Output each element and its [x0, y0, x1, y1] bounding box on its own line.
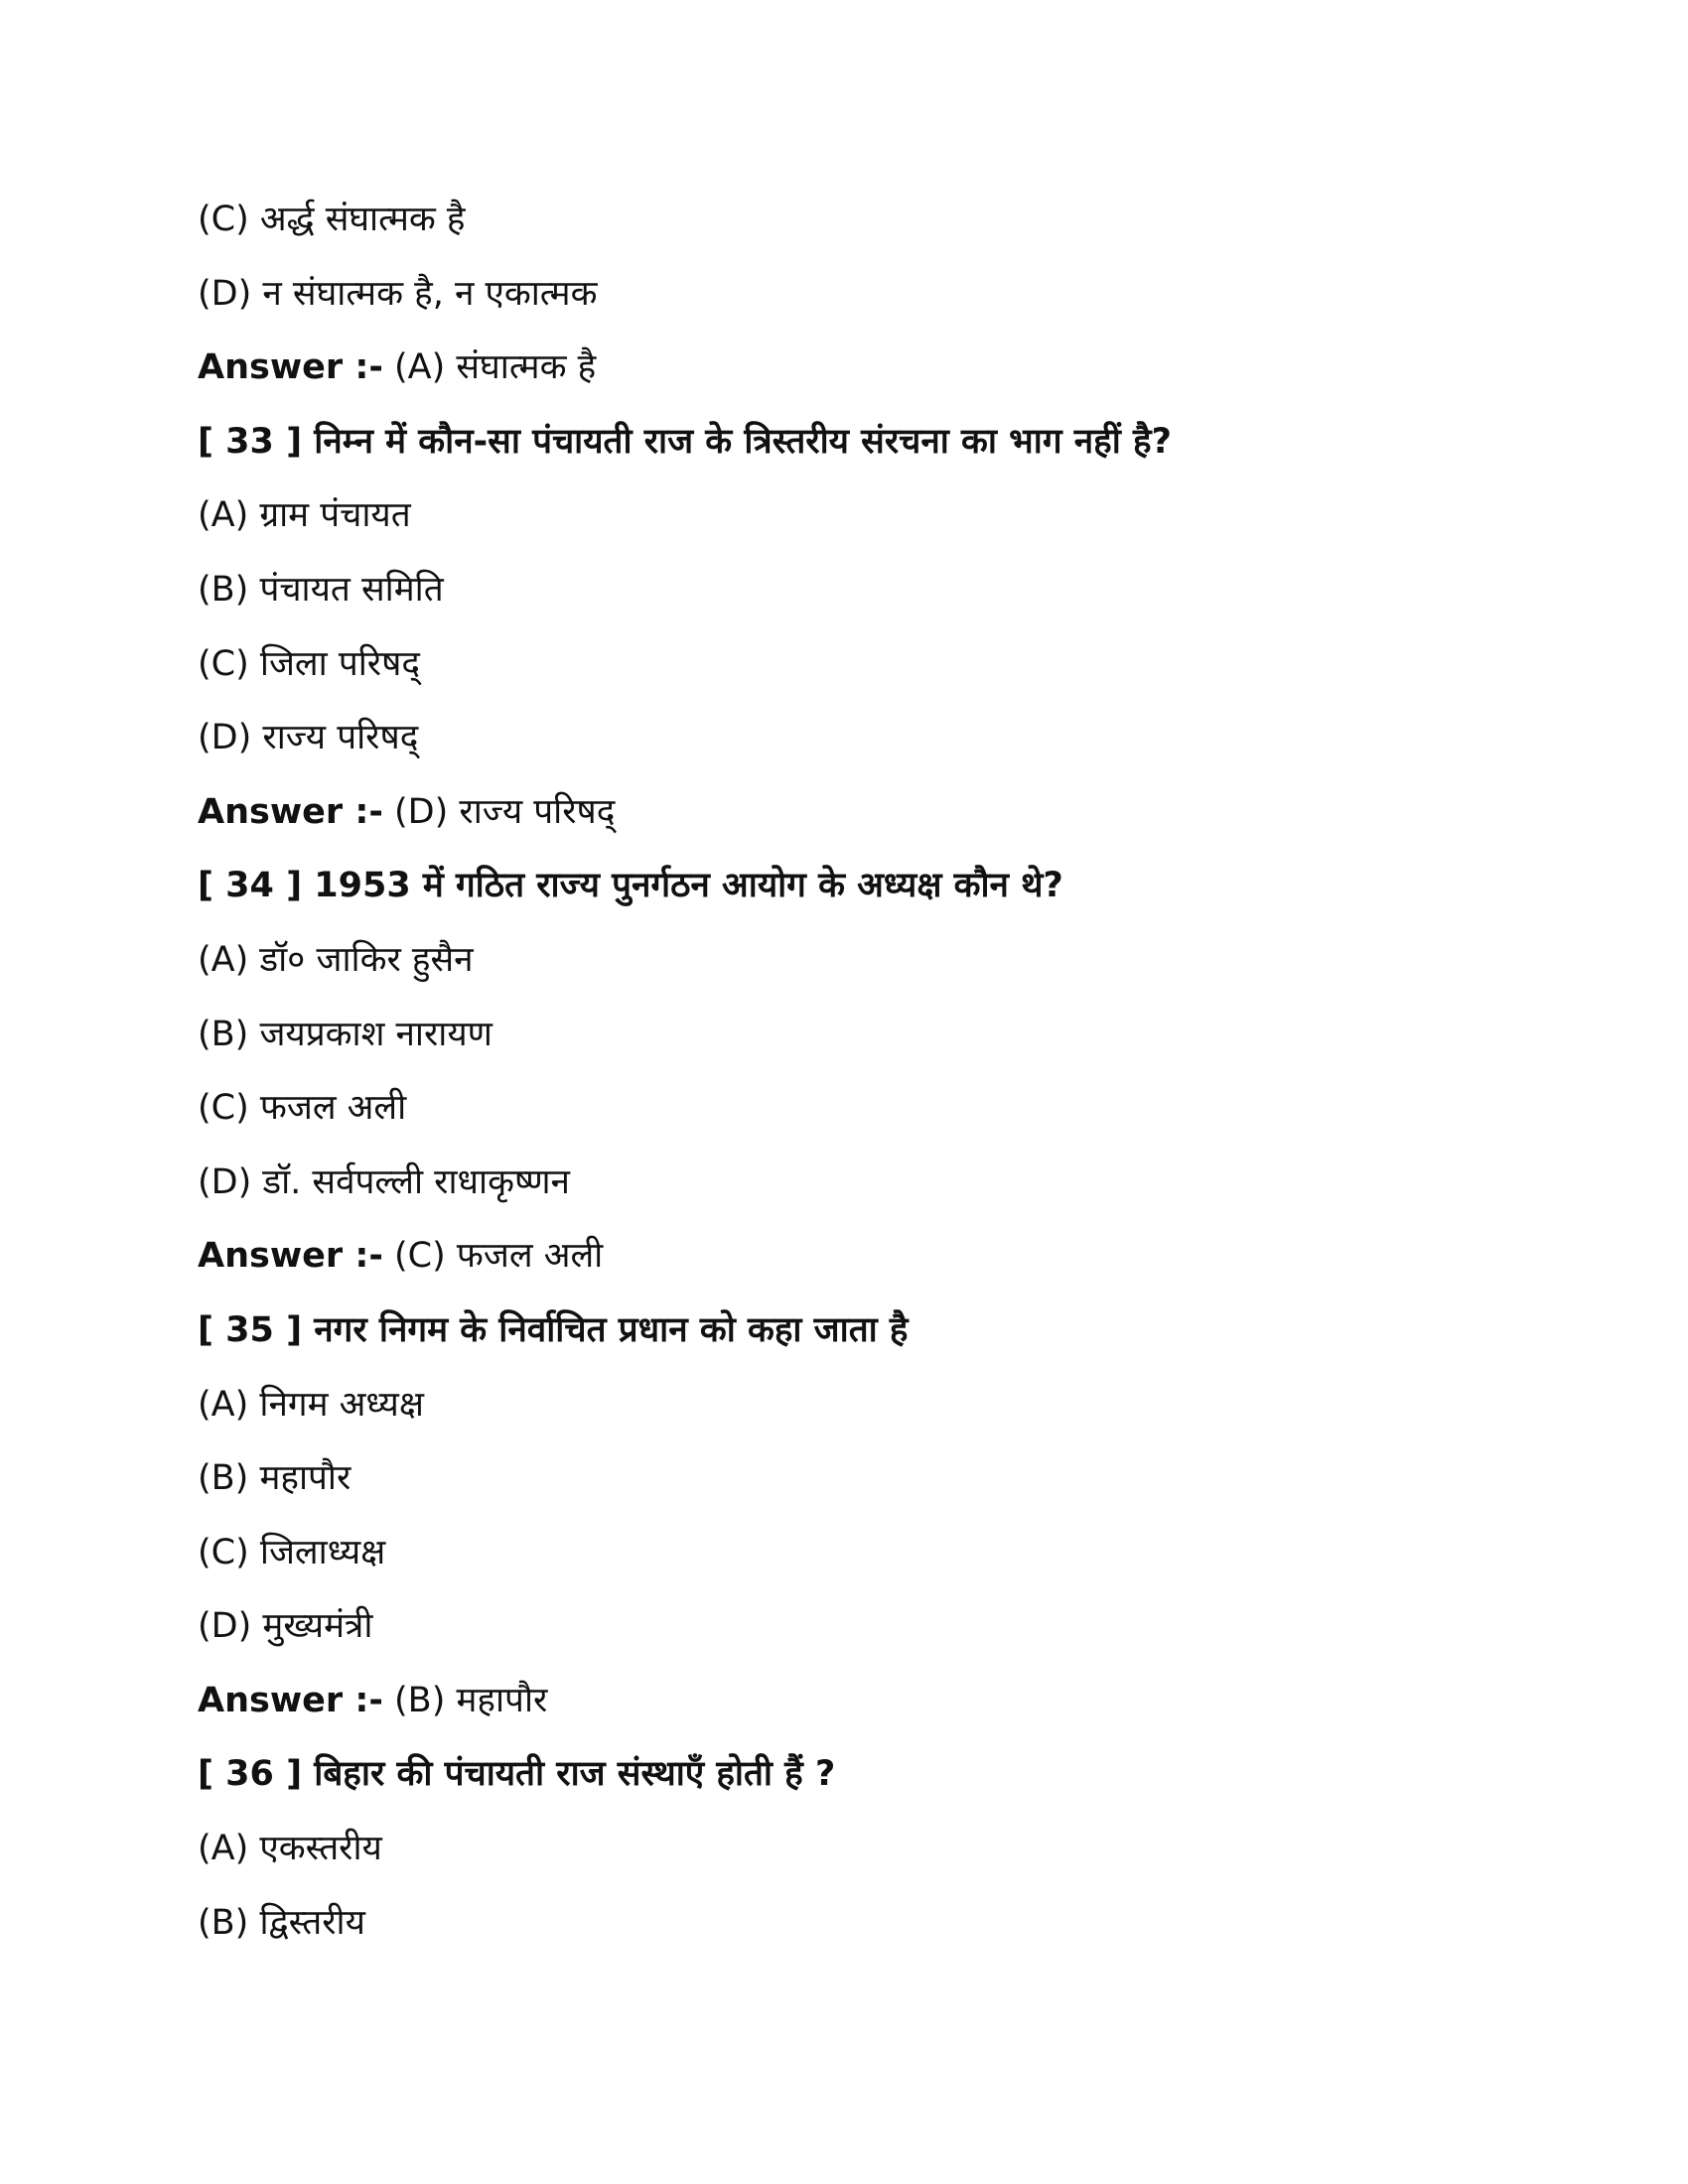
question-34 — [198, 861, 1488, 935]
question-text: [ 34 ] 1953 में गठित राज्य पुनर्गठन आयोग के अध्यक्ष कौन थे? — [198, 866, 1063, 906]
question-text: [ 33 ] निम्न में कौन-सा पंचायती राज के त्रिस्तरीय संरचना का भाग नहीं है? — [198, 421, 1172, 462]
option-text: (C) फजल अली — [198, 1088, 407, 1129]
option-text: (C) जिला परिषद् — [198, 643, 420, 684]
option-text: (D) डॉ. सर्वपल्ली राधाकृष्णन — [198, 1161, 570, 1202]
option-text: (D) मुख्यमंत्री — [198, 1606, 373, 1647]
answer-text: (B) महापौर — [394, 1680, 548, 1720]
answer-text: (D) राज्य परिषद् — [394, 791, 616, 832]
option-text: (A) ग्राम पंचायत — [198, 495, 411, 536]
option-line — [198, 490, 1488, 565]
option-text: (B) महापौर — [198, 1458, 352, 1499]
option-line — [198, 1898, 1488, 1973]
answer-text: (C) फजल अली — [394, 1236, 604, 1277]
option-line — [198, 935, 1488, 1010]
option-line — [198, 269, 1488, 343]
answer-label: Answer :- — [198, 791, 383, 832]
question-35 — [198, 1305, 1488, 1380]
answer-line — [198, 342, 1488, 417]
option-text: (B) द्विस्तरीय — [198, 1902, 365, 1943]
option-text: (B) जयप्रकाश नारायण — [198, 1014, 492, 1054]
option-text: (D) राज्य परिषद् — [198, 718, 419, 758]
option-text: (A) निगम अध्यक्ष — [198, 1384, 424, 1425]
option-line — [198, 1380, 1488, 1454]
option-text: (B) पंचायत समिति — [198, 569, 444, 610]
question-36 — [198, 1749, 1488, 1824]
document-page — [198, 195, 1488, 1972]
answer-text: (A) संघात्मक है — [394, 347, 597, 388]
option-text: (C) अर्द्ध संघात्मक है — [198, 200, 466, 239]
answer-line — [198, 787, 1488, 862]
answer-line — [198, 1231, 1488, 1305]
answer-line — [198, 1676, 1488, 1750]
option-text: (D) न संघात्मक है, न एकात्मक — [198, 273, 598, 314]
question-33 — [198, 417, 1488, 491]
option-line — [198, 713, 1488, 787]
option-line — [198, 1601, 1488, 1676]
answer-label: Answer :- — [198, 1236, 383, 1277]
option-line — [198, 565, 1488, 639]
answer-label: Answer :- — [198, 347, 383, 388]
question-text: [ 36 ] बिहार की पंचायती राज संस्थाएँ होती हैं ? — [198, 1754, 836, 1795]
option-text: (A) एकस्तरीय — [198, 1829, 382, 1869]
option-text: (C) जिलाध्यक्ष — [198, 1532, 386, 1572]
option-line — [198, 1010, 1488, 1084]
answer-label: Answer :- — [198, 1680, 383, 1720]
option-line — [198, 1528, 1488, 1602]
option-line — [198, 1083, 1488, 1158]
option-line — [198, 1158, 1488, 1232]
option-line — [198, 1824, 1488, 1898]
question-text: [ 35 ] नगर निगम के निर्वाचित प्रधान को कहा जाता है — [198, 1309, 909, 1350]
option-line — [198, 639, 1488, 714]
option-line — [198, 195, 1488, 269]
option-line — [198, 1453, 1488, 1528]
option-text: (A) डॉ० जाकिर हुसैन — [198, 939, 474, 980]
